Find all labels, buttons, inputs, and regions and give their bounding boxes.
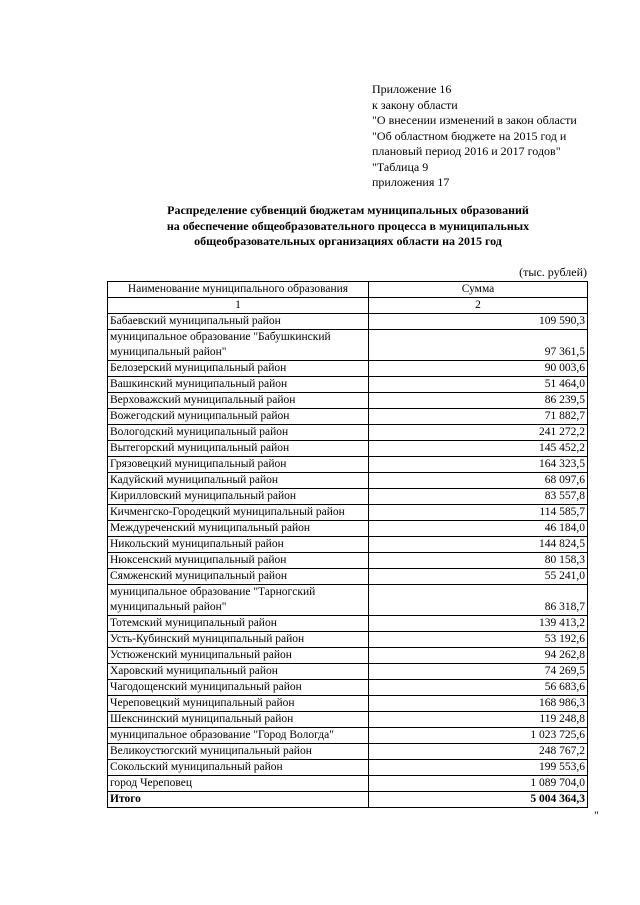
subsidy-amount: 83 557,8 xyxy=(369,489,588,505)
subsidy-amount: 51 464,0 xyxy=(369,377,588,393)
subsidy-amount: 55 241,0 xyxy=(369,569,588,585)
title-line: Распределение субвенций бюджетам муниципальных образований xyxy=(167,203,529,217)
municipality-name: Тотемский муниципальный район xyxy=(108,616,369,632)
table-row xyxy=(108,457,588,473)
municipality-name: Сокольский муниципальный район xyxy=(108,760,369,776)
units-label: (тыс. рублей) xyxy=(519,265,587,279)
appendix-line: "Таблица 9 xyxy=(372,159,429,174)
municipality-name: Нюксенский муниципальный район xyxy=(108,553,369,569)
municipality-name: Кичменгско-Городецкий муниципальный район xyxy=(108,505,369,521)
subsidy-amount: 164 323,5 xyxy=(369,457,588,473)
municipality-name: Вашкинский муниципальный район xyxy=(108,377,369,393)
subsidy-amount: 199 553,6 xyxy=(369,760,588,776)
subsidy-amount: 74 269,5 xyxy=(369,664,588,680)
table-row xyxy=(108,616,588,632)
table-row xyxy=(108,409,588,425)
municipality-name: Великоустюгский муниципальный район xyxy=(108,744,369,760)
table-row xyxy=(108,505,588,521)
table-row xyxy=(108,553,588,569)
subsidy-amount: 109 590,3 xyxy=(369,314,588,330)
table-row xyxy=(108,441,588,457)
municipality-name: Верховажский муниципальный район xyxy=(108,393,369,409)
table-row xyxy=(108,489,588,505)
subsidy-amount: 56 683,6 xyxy=(369,680,588,696)
subsidy-amount: 145 452,2 xyxy=(369,441,588,457)
document-title xyxy=(108,203,588,250)
table-row xyxy=(108,760,588,776)
subsidy-amount: 97 361,5 xyxy=(369,330,588,361)
table-row xyxy=(108,377,588,393)
table-row xyxy=(108,680,588,696)
municipality-name: Кирилловский муниципальный район xyxy=(108,489,369,505)
table-row xyxy=(108,537,588,553)
subsidy-amount: 168 986,3 xyxy=(369,696,588,712)
table-row xyxy=(108,744,588,760)
municipality-name: Устюженский муниципальный район xyxy=(108,648,369,664)
municipality-name: Усть-Кубинский муниципальный район xyxy=(108,632,369,648)
title-line: общеобразовательных организациях области на 2015 год xyxy=(194,234,502,248)
subsidy-amount: 1 089 704,0 xyxy=(369,776,588,792)
total-amount: 5 004 364,3 xyxy=(369,792,588,808)
title-line: на обеспечение общеобразовательного процесса в муниципальных xyxy=(166,218,530,233)
table-row xyxy=(108,521,588,537)
total-row xyxy=(108,792,588,808)
municipality-name: Никольский муниципальный район xyxy=(108,537,369,553)
municipality-name: муниципальное образование "Бабушкинский муниципальный район" xyxy=(108,330,369,361)
appendix-line: плановый период 2016 и 2017 годов" xyxy=(372,144,561,158)
subsidy-amount: 68 097,6 xyxy=(369,473,588,489)
subsidy-amount: 114 585,7 xyxy=(369,505,588,521)
table-row xyxy=(108,728,588,744)
total-label: Итого xyxy=(108,792,369,808)
subsidy-amount: 86 318,7 xyxy=(369,585,588,616)
subsidy-amount: 248 767,2 xyxy=(369,744,588,760)
table-row xyxy=(108,393,588,409)
table-row xyxy=(108,585,588,616)
header-sum: Сумма xyxy=(369,282,588,298)
municipality-name: Харовский муниципальный район xyxy=(108,664,369,680)
appendix-line: к закону области xyxy=(372,97,458,112)
subsidy-amount: 46 184,0 xyxy=(369,521,588,537)
appendix-line: Приложение 16 xyxy=(372,82,452,96)
table-row xyxy=(108,776,588,792)
table-row xyxy=(108,473,588,489)
subsidy-amount: 1 023 725,6 xyxy=(369,728,588,744)
municipality-name: Вожегодский муниципальный район xyxy=(108,409,369,425)
municipality-name: Бабаевский муниципальный район xyxy=(108,314,369,330)
subsidy-amount: 144 824,5 xyxy=(369,537,588,553)
municipality-name: муниципальное образование "Город Вологда" xyxy=(108,728,369,744)
municipality-name: Сямженский муниципальный район xyxy=(108,569,369,585)
table-row xyxy=(108,664,588,680)
table-number-row xyxy=(108,298,588,314)
header-number-1: 1 xyxy=(108,298,369,314)
table-row xyxy=(108,425,588,441)
table-row xyxy=(108,314,588,330)
table-row xyxy=(108,330,588,361)
subsidy-amount: 139 413,2 xyxy=(369,616,588,632)
subsidy-amount: 71 882,7 xyxy=(369,409,588,425)
municipality-name: Грязовецкий муниципальный район xyxy=(108,457,369,473)
municipality-name: Чагодощенский муниципальный район xyxy=(108,680,369,696)
appendix-note xyxy=(372,82,577,191)
municipality-name: Белозерский муниципальный район xyxy=(108,361,369,377)
subsidy-amount: 119 248,8 xyxy=(369,712,588,728)
table-row xyxy=(108,569,588,585)
appendix-line: "Об областном бюджете на 2015 год и xyxy=(372,128,567,143)
municipality-name: Кадуйский муниципальный район xyxy=(108,473,369,489)
subsidy-amount: 80 158,3 xyxy=(369,553,588,569)
subsidy-amount: 94 262,8 xyxy=(369,648,588,664)
subsidy-amount: 90 003,6 xyxy=(369,361,588,377)
appendix-line: приложения 17 xyxy=(372,175,450,189)
subsidy-table xyxy=(107,281,588,808)
table-header-row xyxy=(108,282,588,298)
table-row xyxy=(108,696,588,712)
closing-quote: " xyxy=(594,808,599,822)
subsidy-amount: 53 192,6 xyxy=(369,632,588,648)
header-number-2: 2 xyxy=(369,298,588,314)
municipality-name: Вологодский муниципальный район xyxy=(108,425,369,441)
header-name: Наименование муниципального образования xyxy=(108,282,369,298)
table-row xyxy=(108,648,588,664)
table-row xyxy=(108,361,588,377)
table-row xyxy=(108,632,588,648)
municipality-name: муниципальное образование "Тарногский муниципальный район" xyxy=(108,585,369,616)
table-row xyxy=(108,712,588,728)
municipality-name: Междуреченский муниципальный район xyxy=(108,521,369,537)
municipality-name: Вытегорский муниципальный район xyxy=(108,441,369,457)
appendix-line: "О внесении изменений в закон области xyxy=(372,113,577,127)
municipality-name: город Череповец xyxy=(108,776,369,792)
subsidy-amount: 86 239,5 xyxy=(369,393,588,409)
municipality-name: Череповецкий муниципальный район xyxy=(108,696,369,712)
municipality-name: Шекснинский муниципальный район xyxy=(108,712,369,728)
subsidy-amount: 241 272,2 xyxy=(369,425,588,441)
